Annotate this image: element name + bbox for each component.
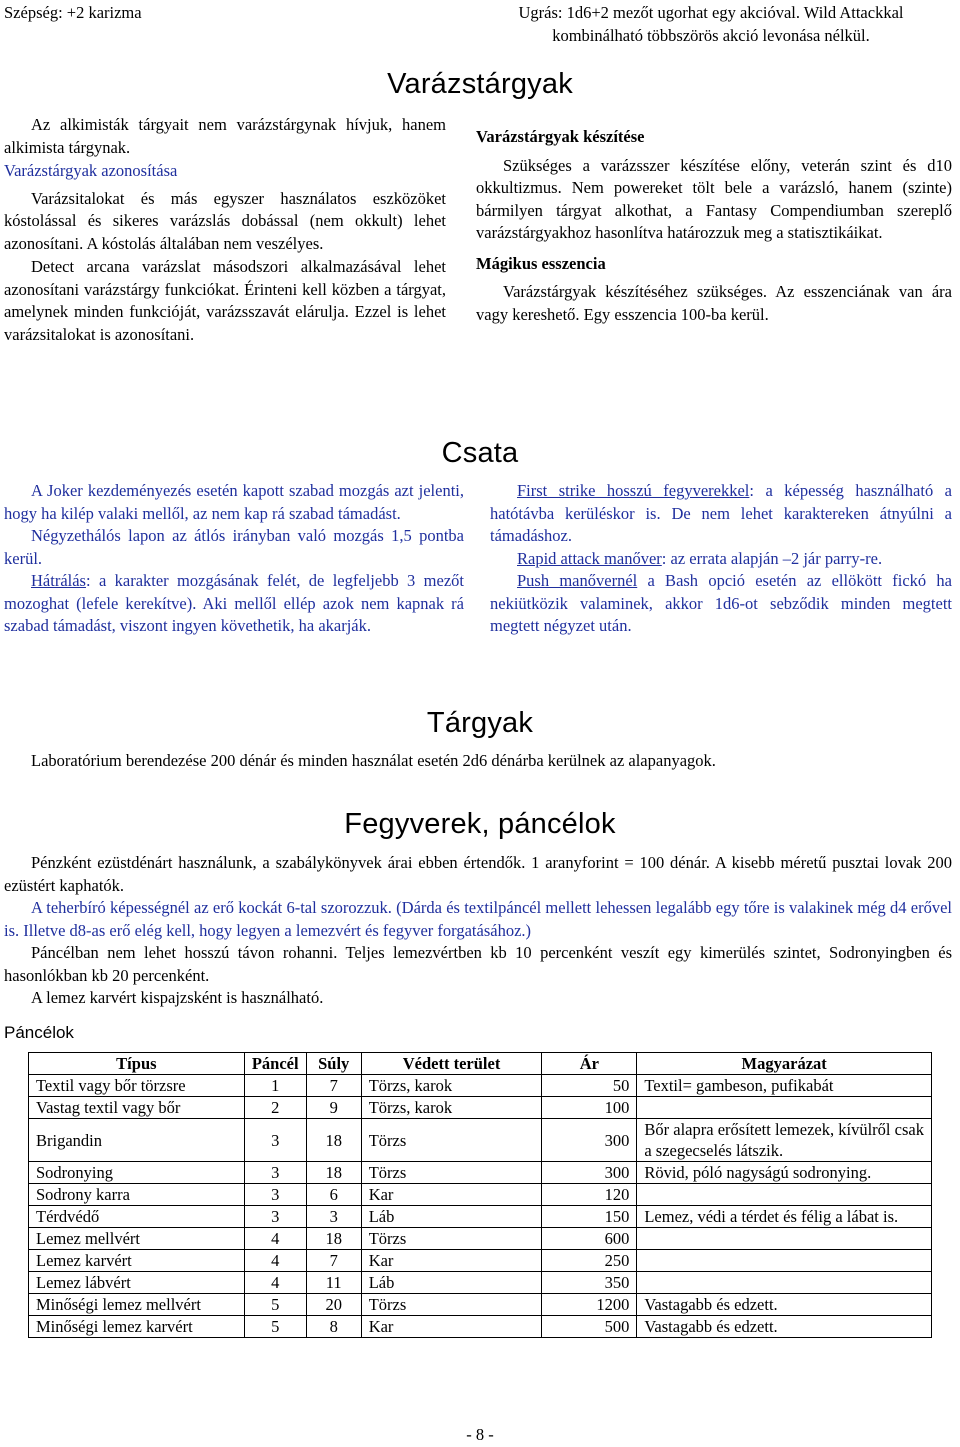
rapid-attack-link[interactable]: Rapid attack manőver — [517, 548, 662, 568]
table-cell: 350 — [542, 1272, 637, 1294]
csata-left-column — [4, 480, 464, 638]
targyak-body — [4, 750, 952, 773]
table-cell: Sodronying — [29, 1162, 245, 1184]
header-magyarazat: Magyarázat — [637, 1053, 932, 1075]
armor-table — [28, 1052, 932, 1338]
table-cell: 4 — [244, 1272, 306, 1294]
table-cell: 7 — [306, 1075, 361, 1097]
table-row — [29, 1272, 932, 1294]
table-cell: 300 — [542, 1162, 637, 1184]
table-cell: Vastag textil vagy bőr — [29, 1097, 245, 1119]
table-row — [29, 1316, 932, 1338]
rapid-attack-paragraph: Rapid attack manőver: az errata alapján –2 jár parry-re. — [517, 548, 883, 568]
top-right-note: Ugrás: 1d6+2 mezőt ugorhat egy akcióval. Wild Attackkal kombinálható többszörös akció levonása nélkül. — [518, 3, 904, 45]
push-paragraph: Push manővernél a Bash opció esetén az ellökött fickó ha nekiütközik valaminek, akkor 1d6-ot sebződik minden megtett megtett négyzet után. — [490, 571, 952, 635]
table-cell: Törzs, karok — [361, 1075, 542, 1097]
table-cell: Vastagabb és edzett. — [637, 1294, 932, 1316]
table-cell: 600 — [542, 1228, 637, 1250]
table-row — [29, 1184, 932, 1206]
table-cell: Láb — [361, 1206, 542, 1228]
table-cell: 18 — [306, 1119, 361, 1162]
azonositas-heading: Varázstárgyak azonosítása — [4, 161, 178, 180]
table-cell: Lemez mellvért — [29, 1228, 245, 1250]
table-cell: 1200 — [542, 1294, 637, 1316]
table-cell: 6 — [306, 1184, 361, 1206]
section-title-csata: Csata — [441, 437, 519, 469]
atlos-paragraph: Négyzethálós lapon az átlós irányban való mozgás 1,5 pontba kerül. — [4, 526, 464, 568]
header-pancel: Páncél — [244, 1053, 306, 1075]
rohanas-paragraph: Páncélban nem lehet hosszú távon rohanni. Teljes lemezvértben kb 10 percenként veszít egy kimerülés szintet, Sodronyingben és hasonlókban kb 20 percenként. — [4, 943, 952, 985]
table-cell: Kar — [361, 1316, 542, 1338]
table-cell: 5 — [244, 1294, 306, 1316]
alkimista-intro: Az alkimisták tárgyait nem varázstárgynak hívjuk, hanem alkimista tárgynak. — [4, 115, 446, 157]
esszencia-heading: Mágikus esszencia — [476, 253, 606, 273]
top-left-note: Szépség: +2 karizma — [4, 3, 142, 22]
table-cell: Textil= gambeson, pufikabát — [637, 1075, 932, 1097]
table-cell: Törzs, karok — [361, 1097, 542, 1119]
table-cell: Rövid, póló nagyságú sodronying. — [637, 1162, 932, 1184]
table-row — [29, 1228, 932, 1250]
varazstargyak-left-column — [4, 114, 446, 346]
table-cell: 4 — [244, 1228, 306, 1250]
table-cell — [637, 1250, 932, 1272]
table-cell: Bőr alapra erősített lemezek, kívülről csak a szegecselés látszik. — [637, 1119, 932, 1162]
table-cell: Térdvédő — [29, 1206, 245, 1228]
teherbiro-paragraph: A teherbíró képességnél az erő kockát 6-tal szorozzuk. (Dárda és textilpáncél mellett lehessen legalább egy tőre is valakinek még d4 erővel is. Illetve d8-as erő elég kell, hogy legyen a lemezvért és fegyver forgatásához.) — [4, 898, 952, 940]
table-row — [29, 1294, 932, 1316]
table-cell: 100 — [542, 1097, 637, 1119]
table-cell: 8 — [306, 1316, 361, 1338]
page-number: - 8 - — [466, 1425, 494, 1444]
table-cell — [637, 1272, 932, 1294]
table-cell: Vastagabb és edzett. — [637, 1316, 932, 1338]
table-cell: 11 — [306, 1272, 361, 1294]
table-cell: 18 — [306, 1228, 361, 1250]
laboratorium-paragraph: Laboratórium berendezése 200 dénár és minden használat esetén 2d6 dénárba kerülnek az alapanyagok. — [31, 751, 716, 770]
section-title-targyak: Tárgyak — [426, 707, 534, 739]
table-cell: 150 — [542, 1206, 637, 1228]
varazstargyak-right-column — [476, 126, 952, 326]
table-cell: Törzs — [361, 1228, 542, 1250]
table-cell: 3 — [244, 1184, 306, 1206]
joker-paragraph: A Joker kezdeményezés esetén kapott szabad mozgás azt jelenti, hogy ha kilép valaki mellől, az nem kap rá szabad támadást. — [4, 481, 464, 523]
table-cell — [637, 1184, 932, 1206]
table-cell: 300 — [542, 1119, 637, 1162]
karvert-paragraph: A lemez karvért kispajzsként is használható. — [31, 988, 324, 1007]
header-suly: Súly — [306, 1053, 361, 1075]
section-title-fegyverek: Fegyverek, páncélok — [344, 808, 616, 840]
azonositas-p1: Varázsitalokat és más egyszer használatos eszközöket kóstolással és sikeres varázslás dobással (nem okkult) lehet azonosítani. A kóstolás általában nem veszélyes. — [4, 188, 446, 253]
armor-table-header — [29, 1053, 932, 1075]
table-cell: 9 — [306, 1097, 361, 1119]
table-row — [29, 1162, 932, 1184]
table-cell: 120 — [542, 1184, 637, 1206]
table-cell: 20 — [306, 1294, 361, 1316]
keszites-heading: Varázstárgyak készítése — [476, 127, 645, 146]
push-link[interactable]: Push manővernél — [517, 571, 638, 590]
table-cell: Törzs — [361, 1294, 542, 1316]
table-cell: 250 — [542, 1250, 637, 1272]
table-cell: Kar — [361, 1184, 542, 1206]
table-cell: 2 — [244, 1097, 306, 1119]
table-cell: Lemez, védi a térdet és félig a lábat is. — [637, 1206, 932, 1228]
table-cell: 3 — [244, 1119, 306, 1162]
hatralas-link[interactable]: Hátrálás — [31, 571, 86, 590]
hatralas-paragraph: Hátrálás: a karakter mozgásának felét, de legfeljebb 3 mezőt mozoghat (lefele kerekítve). Aki mellől ellép azok nem kapnak rá szabad támadást, viszont ingyen követhetik, ha akarják. — [4, 571, 464, 635]
table-cell: 18 — [306, 1162, 361, 1184]
table-cell: 3 — [244, 1162, 306, 1184]
keszites-p1: Szükséges a varázsszer készítése előny, veterán szint és d10 okkultizmus. Nem powereket tölt bele a varázsló, hanem (szinte) bármilyen tárgyat alkothat, a Fantasy Compendiumban szereplő varázstárgyakhoz hasonlítva határozzuk meg a statisztikáikat. — [476, 155, 952, 242]
section-title-varazstargyak: Varázstárgyak — [387, 68, 573, 100]
table-cell: 7 — [306, 1250, 361, 1272]
table-row — [29, 1206, 932, 1228]
table-cell: Törzs — [361, 1162, 542, 1184]
table-row — [29, 1075, 932, 1097]
first-strike-link[interactable]: First strike hosszú fegyverekkel — [517, 481, 750, 500]
table-row — [29, 1250, 932, 1272]
first-strike-paragraph: First strike hosszú fegyverekkel: a képesség használható a hatótávba kerüléskor is. De nem lehet karaktereken átnyúlni a támadáshoz. — [490, 481, 953, 545]
esszencia-p: Varázstárgyak készítéséhez szükséges. Az esszenciának van ára vagy kereshető. Egy esszencia 100-ba kerül. — [476, 282, 952, 324]
table-row — [29, 1097, 932, 1119]
table-cell: Lemez karvért — [29, 1250, 245, 1272]
table-cell: 3 — [244, 1206, 306, 1228]
table-cell: 50 — [542, 1075, 637, 1097]
table-cell: Kar — [361, 1250, 542, 1272]
table-cell — [637, 1228, 932, 1250]
header-tipus: Típus — [29, 1053, 245, 1075]
table-cell: 4 — [244, 1250, 306, 1272]
table-cell: Törzs — [361, 1119, 542, 1162]
table-row — [29, 1119, 932, 1162]
table-cell: Sodrony karra — [29, 1184, 245, 1206]
table-cell: Lemez lábvért — [29, 1272, 245, 1294]
header-ar: Ár — [542, 1053, 637, 1075]
table-cell: Brigandin — [29, 1119, 245, 1162]
penz-paragraph: Pénzként ezüstdénárt használunk, a szabálykönyvek árai ebben értendők. 1 aranyforint = 100 dénár. A kisebb méretű pusztai lovak 200 ezüstért kaphatók. — [4, 853, 952, 895]
table-cell: 1 — [244, 1075, 306, 1097]
header-vedett-terulet: Védett terület — [361, 1053, 542, 1075]
table-cell: Textil vagy bőr törzsre — [29, 1075, 245, 1097]
pancelok-heading: Páncélok — [4, 1023, 74, 1042]
table-cell: Minőségi lemez mellvért — [29, 1294, 245, 1316]
table-cell — [637, 1097, 932, 1119]
fegyverek-body — [4, 852, 952, 1010]
table-cell: 3 — [306, 1206, 361, 1228]
csata-right-column — [490, 480, 952, 638]
table-cell: Minőségi lemez karvért — [29, 1316, 245, 1338]
table-cell: Láb — [361, 1272, 542, 1294]
azonositas-p2: Detect arcana varázslat másodszori alkalmazásával lehet azonosítani varázstárgy funkciókat. Érinteni kell közben a tárgyat, amelynek minden funkcióját, varázsszavát elárulja. Ezzel is lehet varázsitalokat is azonosítani. — [4, 257, 446, 344]
table-cell: 500 — [542, 1316, 637, 1338]
table-cell: 5 — [244, 1316, 306, 1338]
